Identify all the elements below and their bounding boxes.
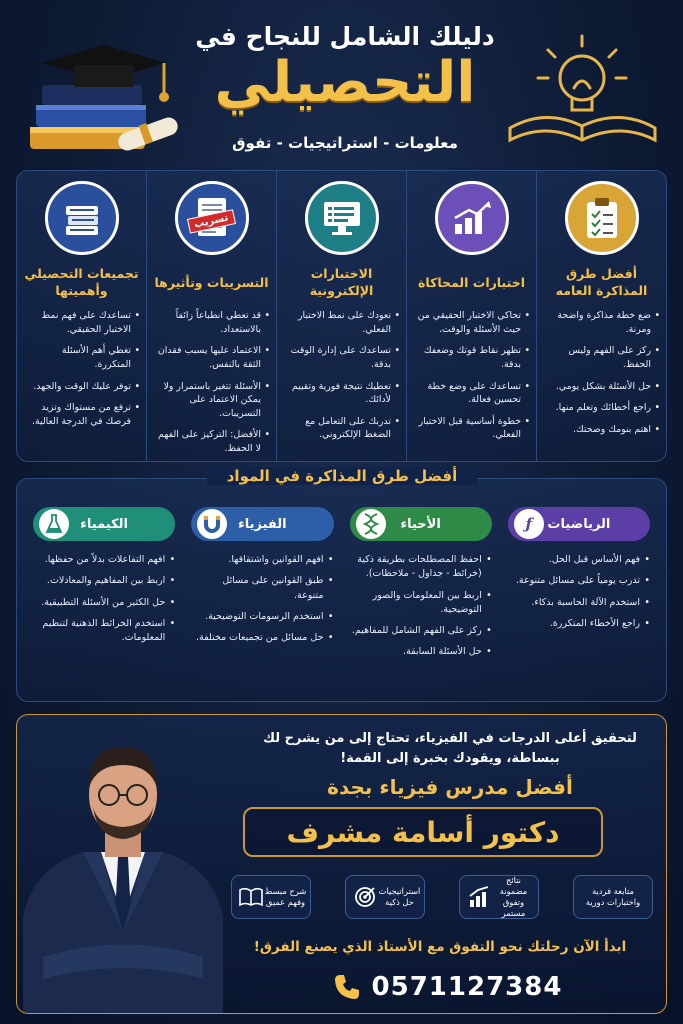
list-item: • تعطيك نتيجة فورية وتقييم لأدائك.: [283, 380, 400, 407]
feature-text: شرح مبسط وفهم عميق: [264, 886, 307, 907]
header-subtitle: معلومات - استراتيجيات - تفوق: [232, 134, 458, 152]
subject-pill: [350, 507, 492, 541]
magnet-icon: [197, 509, 227, 539]
header: [0, 0, 683, 168]
list-item: • خطوة أساسية قبل الاختبار الفعلي.: [413, 415, 530, 442]
list-item: • افهم القوانين واشتقاقها.: [191, 553, 333, 567]
list-item: • فهم الأساس قبل الحل.: [508, 553, 650, 567]
teacher-role: أفضل مدرس فيزياء بجدة: [327, 775, 573, 799]
list-item: • استخدم الرسومات التوضيحية.: [191, 610, 333, 624]
list-item: • افهم التفاعلات بدلاً من حفظها.: [33, 553, 175, 567]
list-item: • احفظ المصطلحات بطريقة ذكية (خرائط - جداول - ملاحظات).: [350, 553, 492, 582]
column-leaks: [146, 171, 276, 461]
dna-icon: [356, 509, 386, 539]
list-item: • تساعدك على فهم نمط الاختبار الحقيقي.: [23, 309, 140, 336]
tips-panel: [16, 170, 667, 462]
subject-pill: [33, 507, 175, 541]
list-item: • الأفضل: التركيز على الفهم لا الحفظ.: [153, 428, 270, 455]
list-item: • قد تعطي انطباعاً زائفاً بالاستعداد.: [153, 309, 270, 336]
list-item: • توفر عليك الوقت والجهد.: [23, 380, 140, 394]
list-item: • تساعدك على وضع خطة تحسين فعالة.: [413, 380, 530, 407]
feature-list: [231, 875, 653, 919]
list-item: • استخدم الآلة الحاسبة بذكاء.: [508, 596, 650, 610]
feature-card: [573, 875, 653, 919]
subjects-title: أفضل طرق المذاكرة في المواد: [207, 467, 477, 485]
growth-chart-icon: [466, 884, 492, 910]
phone-number[interactable]: 0571127384: [371, 972, 563, 1002]
column-title: الاختبارات الإلكترونية: [309, 266, 374, 298]
subject-pill: [191, 507, 333, 541]
list-item: • ركز على الفهم الشامل للمفاهيم.: [350, 624, 492, 638]
list-item: • استخدم الخرائط الذهنية لتنظيم المعلومات.: [33, 617, 175, 646]
column-collections: [17, 171, 146, 461]
list-item: • تغطي أهم الأسئلة المتكررة.: [23, 344, 140, 371]
leaked-document-icon: [175, 181, 249, 255]
teacher-name: دكتور أسامة مشرف: [243, 807, 603, 857]
subject-name: الفيزياء: [238, 516, 287, 532]
fx-function-icon: ƒ: [514, 509, 544, 539]
subject-chemistry: [25, 507, 183, 667]
column-simulation-tests: [406, 171, 536, 461]
phone-icon: [332, 972, 362, 1002]
feature-card: [459, 875, 539, 919]
list-item: • ترفع من مستواك وتزيد فرصك في الدرجة العالية.: [23, 401, 140, 428]
subject-pill: [508, 507, 650, 541]
list-item: • تدرب يومياً على مسائل متنوعة.: [508, 574, 650, 588]
open-book-icon: [238, 884, 264, 910]
column-title: التسريبات وتأثيرها: [154, 274, 269, 290]
call-to-action: ابدأ الآن رحلتك نحو التفوق مع الأستاذ الذي يصنع الفرق!: [253, 939, 627, 955]
computer-monitor-icon: [305, 181, 379, 255]
flask-icon: [39, 509, 69, 539]
list-item: • حل مسائل من تجميعات مختلفة.: [191, 631, 333, 645]
list-item: • حل الأسئلة بشكل يومي.: [543, 380, 660, 394]
lightbulb-book-icon: [500, 28, 665, 153]
list-item: • ضع خطة مذاكرة واضحة ومرنة.: [543, 309, 660, 336]
column-title: اختبارات المحاكاة: [418, 274, 525, 290]
subject-name: الكيمياء: [80, 516, 129, 532]
feature-card: [231, 875, 311, 919]
column-electronic-tests: [276, 171, 406, 461]
list-item: • تعودك على نمط الاختبار الفعلي.: [283, 309, 400, 336]
phone-contact[interactable]: [277, 969, 617, 1005]
list-item: • طبق القوانين على مسائل متنوعة.: [191, 574, 333, 603]
list-item: • اربط بين المعلومات والصور التوضيحية.: [350, 589, 492, 618]
list-item: • حل الأسئلة السابقة.: [350, 645, 492, 659]
graduation-books-icon: [22, 35, 187, 160]
book-stack-icon: [45, 181, 119, 255]
list-item: • الاعتماد عليها يسبب فقدان الثقة بالنفس.: [153, 344, 270, 371]
teacher-panel: [16, 714, 667, 1014]
subject-name: الرياضيات: [547, 516, 611, 532]
list-item: • الأسئلة تتغير باستمرار ولا يمكن الاعتماد على التسريبات.: [153, 380, 270, 421]
header-title-main: التحصيلي: [214, 50, 476, 115]
column-title: أفضل طرق المذاكرة العامه: [555, 266, 648, 298]
subject-name: الأحياء: [400, 516, 441, 532]
subjects-panel: [16, 467, 667, 702]
subject-math: [500, 507, 658, 667]
list-item: • حل الكثير من الأسئلة التطبيقية.: [33, 596, 175, 610]
leak-stamp: تسريب: [186, 209, 235, 233]
subject-biology: [342, 507, 500, 667]
list-item: • اهتم بنومك وصحتك.: [543, 423, 660, 437]
column-study-methods: [536, 171, 666, 461]
list-item: • تظهر نقاط قوتك وضعفك بدقة.: [413, 344, 530, 371]
teacher-photo: [23, 717, 223, 1013]
teacher-intro: لتحقيق أعلى الدرجات في الفيزياء، تحتاج إلى من يشرح لك ببساطة، ويقودك بخبرة إلى القمة!: [263, 731, 637, 767]
list-item: • تدربك على التعامل مع الضغط الإلكتروني.: [283, 415, 400, 442]
list-item: • ركز على الفهم وليس الحفظ.: [543, 344, 660, 371]
clipboard-checklist-icon: [565, 181, 639, 255]
subject-physics: [183, 507, 341, 667]
bar-chart-growth-icon: [435, 181, 509, 255]
target-icon: [352, 884, 378, 910]
header-title-top: دليلك الشامل للنجاح في: [195, 22, 495, 51]
list-item: • راجع أخطائك وتعلم منها.: [543, 401, 660, 415]
feature-text: متابعة فردية واختبارات دورية: [585, 886, 641, 907]
list-item: • تحاكي الاختبار الحقيقي من حيث الأسئلة والوقت.: [413, 309, 530, 336]
feature-text: استراتيجيات حل ذكية: [378, 886, 421, 907]
feature-text: نتائج مضمونة وتفوق مستمر: [499, 875, 528, 918]
feature-card: [345, 875, 425, 919]
list-item: • تساعدك على إدارة الوقت بدقة.: [283, 344, 400, 371]
column-title: تجميعات التحصيلي وأهميتها: [24, 266, 139, 298]
list-item: • راجع الأخطاء المتكررة.: [508, 617, 650, 631]
list-item: • اربط بين المفاهيم والمعادلات.: [33, 574, 175, 588]
